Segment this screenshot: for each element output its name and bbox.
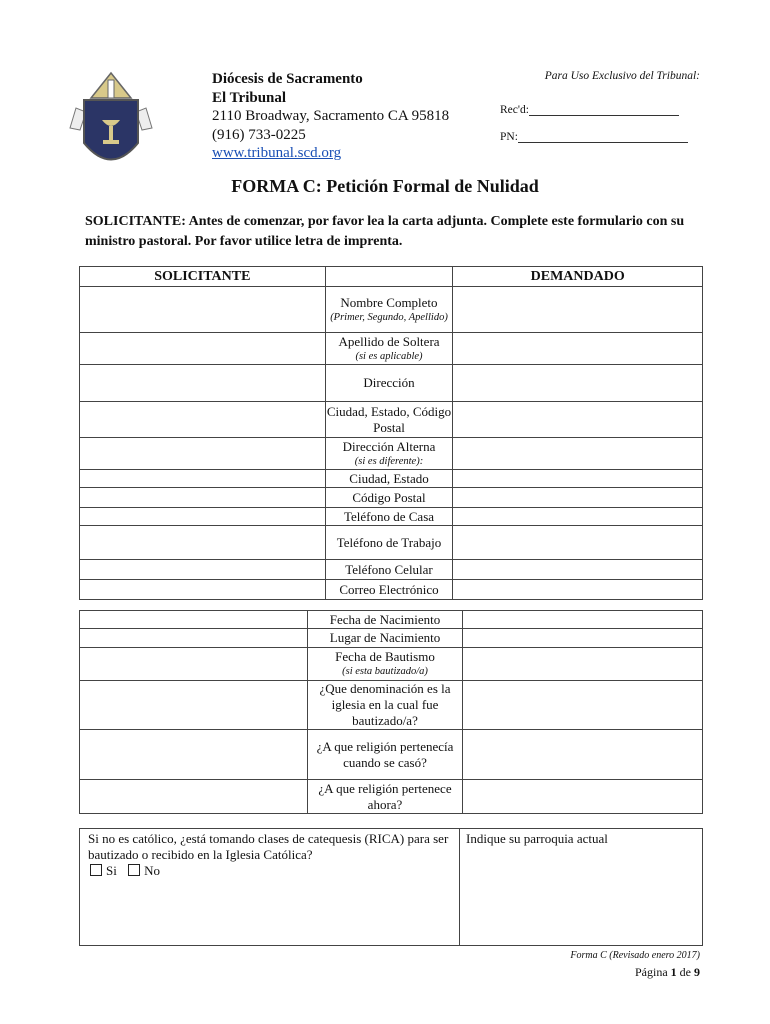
personal-field-label: [325, 580, 453, 600]
personal-row: [80, 402, 703, 438]
personal-field-left[interactable]: [80, 287, 326, 333]
tribunal-name: El Tribunal: [212, 89, 287, 106]
no-checkbox[interactable]: [128, 864, 140, 876]
phone: (916) 733-0225: [212, 126, 306, 143]
field-label-text: ¿Que denominación es la iglesia en la cual fue bautizado/a?: [319, 681, 451, 728]
religious-field-label: [307, 730, 463, 780]
personal-field-label: [325, 508, 453, 526]
yes-checkbox[interactable]: [90, 864, 102, 876]
religious-field-left[interactable]: [80, 629, 308, 648]
field-label-note: (si esta bautizado/a): [342, 666, 428, 677]
personal-field-left[interactable]: [80, 438, 326, 470]
personal-row: [80, 470, 703, 488]
religious-row: [80, 629, 703, 648]
header-solicitante: SOLICITANTE: [80, 267, 326, 287]
website-link[interactable]: www.tribunal.scd.org: [212, 145, 342, 161]
personal-info-table: [79, 266, 703, 600]
personal-field-right[interactable]: [453, 333, 703, 365]
personal-field-left[interactable]: [80, 580, 326, 600]
personal-row: [80, 287, 703, 333]
catechesis-question: Si no es católico, ¿está tomando clases de catequesis (RICA) para ser bautizado o recibido en la Iglesia Católica?: [88, 831, 449, 862]
religious-field-right[interactable]: [463, 629, 703, 648]
religious-field-left[interactable]: [80, 681, 308, 730]
religious-field-right[interactable]: [463, 611, 703, 629]
personal-field-label: [325, 470, 453, 488]
personal-field-label: [325, 526, 453, 560]
personal-row: [80, 438, 703, 470]
personal-field-left[interactable]: [80, 488, 326, 508]
personal-field-left[interactable]: [80, 365, 326, 402]
personal-field-right[interactable]: [453, 488, 703, 508]
field-label-note: (si es diferente):: [354, 455, 424, 467]
catechesis-box: [79, 828, 703, 946]
personal-field-label: [325, 488, 453, 508]
personal-field-label: [325, 438, 453, 470]
religious-row: [80, 681, 703, 730]
recd-label: Rec'd:: [500, 104, 529, 116]
personal-field-right[interactable]: [453, 365, 703, 402]
field-label-text: Fecha de Nacimiento: [329, 611, 441, 627]
field-label-text: ¿A que religión pertenecía cuando se casó?: [316, 738, 454, 770]
personal-field-right[interactable]: [453, 438, 703, 470]
personal-field-left[interactable]: [80, 402, 326, 438]
personal-field-left[interactable]: [80, 526, 326, 560]
field-label-text: Teléfono de Casa: [343, 508, 435, 524]
personal-field-right[interactable]: [453, 287, 703, 333]
religious-field-right[interactable]: [463, 681, 703, 730]
personal-field-label: [325, 365, 453, 402]
field-label-text: Ciudad, Estado: [349, 470, 429, 486]
no-label: No: [144, 863, 160, 878]
personal-field-left[interactable]: [80, 470, 326, 488]
field-label-note: (si es aplicable): [355, 350, 423, 362]
religious-info-table: [79, 610, 703, 814]
parish-label: Indique su parroquia actual: [466, 831, 608, 846]
religious-field-label: [307, 629, 463, 648]
field-label-text: Apellido de Soltera: [338, 333, 440, 349]
personal-field-right[interactable]: [453, 526, 703, 560]
recd-field[interactable]: [529, 115, 679, 116]
header-demandado: DEMANDADO: [453, 267, 703, 287]
personal-row: [80, 365, 703, 402]
religious-row: [80, 648, 703, 681]
organization-block: [212, 70, 449, 163]
personal-field-right[interactable]: [453, 560, 703, 580]
religious-row: [80, 780, 703, 814]
religious-row: [80, 730, 703, 780]
religious-field-right[interactable]: [463, 648, 703, 681]
religious-field-label: [307, 648, 463, 681]
personal-row: [80, 508, 703, 526]
personal-field-left[interactable]: [80, 333, 326, 365]
religious-row: [80, 611, 703, 629]
personal-row: [80, 333, 703, 365]
religious-field-right[interactable]: [463, 780, 703, 814]
personal-field-right[interactable]: [453, 470, 703, 488]
personal-field-label: [325, 333, 453, 365]
religious-field-left[interactable]: [80, 611, 308, 629]
office-use-title: Para Uso Exclusivo del Tribunal:: [544, 70, 700, 82]
religious-field-left[interactable]: [80, 730, 308, 780]
personal-field-right[interactable]: [453, 402, 703, 438]
religious-field-right[interactable]: [463, 730, 703, 780]
field-label-text: Código Postal: [352, 489, 426, 505]
field-label-note: (Primer, Segundo, Apellido): [330, 311, 448, 323]
diocese-crest-logo: [66, 68, 156, 178]
field-label-text: Lugar de Nacimiento: [329, 630, 441, 645]
form-revision: Forma C (Revisado enero 2017): [570, 950, 700, 961]
personal-field-left[interactable]: [80, 560, 326, 580]
personal-field-right[interactable]: [453, 508, 703, 526]
diocese-name: Diócesis de Sacramento: [212, 71, 363, 87]
office-use-block: [500, 70, 700, 143]
personal-field-left[interactable]: [80, 508, 326, 526]
personal-row: [80, 488, 703, 508]
form-title: FORMA C: Petición Formal de Nulidad: [231, 176, 539, 196]
field-label-text: Teléfono Celular: [345, 561, 433, 577]
field-label-text: Dirección Alterna: [342, 438, 436, 454]
religious-field-label: [307, 780, 463, 814]
intro-instructions: SOLICITANTE: Antes de comenzar, por favor lea la carta adjunta. Complete este formulario con su ministro pastoral. Por favor utilice letra de imprenta.: [85, 214, 685, 249]
pn-label: PN:: [500, 131, 518, 143]
field-label-text: Ciudad, Estado, Código Postal: [326, 403, 452, 435]
personal-field-label: [325, 560, 453, 580]
field-label-text: Correo Electrónico: [339, 581, 439, 597]
field-label-text: Nombre Completo: [340, 294, 438, 310]
religious-field-label: [307, 681, 463, 730]
field-label-text: Fecha de Bautismo: [335, 649, 435, 664]
page-number: Página 1 de 9: [635, 965, 700, 979]
yes-label: Si: [106, 863, 117, 878]
religious-field-left[interactable]: [80, 648, 308, 681]
field-label-text: Dirección: [363, 375, 415, 390]
personal-field-right[interactable]: [453, 580, 703, 600]
religious-field-label: [307, 611, 463, 629]
address: 2110 Broadway, Sacramento CA 95818: [212, 108, 450, 124]
field-label-text: Teléfono de Trabajo: [336, 534, 442, 550]
personal-row: [80, 560, 703, 580]
pn-field[interactable]: [518, 142, 688, 143]
personal-field-label: [325, 287, 453, 333]
personal-field-label: [325, 402, 453, 438]
personal-row: [80, 580, 703, 600]
religious-field-left[interactable]: [80, 780, 308, 814]
field-label-text: ¿A que religión pertenece ahora?: [318, 780, 452, 812]
personal-row: [80, 526, 703, 560]
